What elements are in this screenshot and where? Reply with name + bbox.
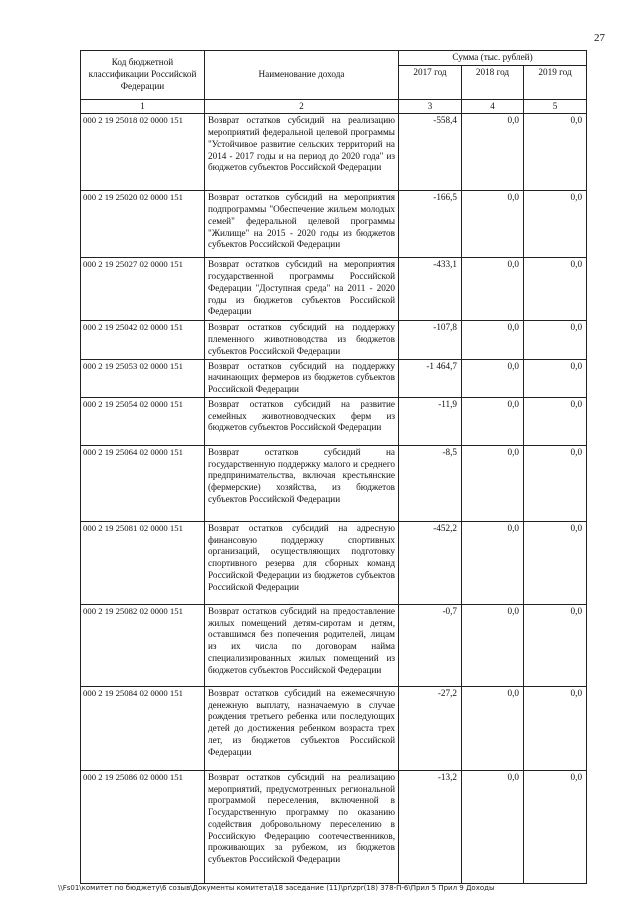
header-name: Наименование дохода <box>205 51 399 100</box>
code-cell: 000 2 19 25081 02 0000 151 <box>81 521 205 604</box>
income-name-cell: Возврат остатков субсидий на поддержку начинающих фермеров из бюджетов субъектов Российской Федерации <box>205 359 399 397</box>
revenue-table <box>80 50 587 884</box>
value-2018-cell: 0,0 <box>462 114 524 191</box>
income-name-cell: Возврат остатков субсидий на мероприятия подпрограммы "Обеспечение жильем молодых семей" федеральной целевой программы "Жилище" на 2015 - 2020 годы из бюджетов субъектов Российской Федерации <box>205 191 399 258</box>
income-name-cell: Возврат остатков субсидий на мероприятия государственной программы Российской Федерации "Доступная среда" на 2011 - 2020 годы из бюджетов субъектов Российской Федерации <box>205 258 399 321</box>
page-number: 27 <box>594 32 605 44</box>
value-2018-cell: 0,0 <box>462 521 524 604</box>
code-cell: 000 2 19 25064 02 0000 151 <box>81 445 205 521</box>
value-2018-cell: 0,0 <box>462 191 524 258</box>
value-2019-cell: 0,0 <box>524 686 587 770</box>
value-2017-cell: -107,8 <box>399 321 462 359</box>
value-2018-cell: 0,0 <box>462 604 524 686</box>
header-sum: Сумма (тыс. рублей) <box>399 51 587 66</box>
value-2018-cell: 0,0 <box>462 359 524 397</box>
value-2017-cell: -452,2 <box>399 521 462 604</box>
value-2019-cell: 0,0 <box>524 604 587 686</box>
value-2018-cell: 0,0 <box>462 397 524 445</box>
table-row <box>81 770 587 883</box>
code-cell: 000 2 19 25086 02 0000 151 <box>81 770 205 883</box>
table-row <box>81 359 587 397</box>
income-name-cell: Возврат остатков субсидий на поддержку племенного животноводства из бюджетов субъектов Российской Федерации <box>205 321 399 359</box>
value-2017-cell: -433,1 <box>399 258 462 321</box>
col-number: 3 <box>399 99 462 114</box>
value-2018-cell: 0,0 <box>462 321 524 359</box>
value-2017-cell: -11,9 <box>399 397 462 445</box>
col-number: 4 <box>462 99 524 114</box>
value-2019-cell: 0,0 <box>524 321 587 359</box>
header-year-2017: 2017 год <box>399 65 462 99</box>
table-row <box>81 521 587 604</box>
table-row <box>81 686 587 770</box>
col-number: 5 <box>524 99 587 114</box>
value-2019-cell: 0,0 <box>524 359 587 397</box>
code-cell: 000 2 19 25020 02 0000 151 <box>81 191 205 258</box>
value-2017-cell: -1 464,7 <box>399 359 462 397</box>
header-year-2019: 2019 год <box>524 65 587 99</box>
value-2019-cell: 0,0 <box>524 445 587 521</box>
value-2017-cell: -558,4 <box>399 114 462 191</box>
table-row <box>81 321 587 359</box>
value-2019-cell: 0,0 <box>524 521 587 604</box>
file-path-footer: \\Fs01\комитет по бюджету\6 созыв\Документы комитета\18 заседание (11)\pr\zpr(18) 378-П-6\Прил 5 Прил 9 Доходы <box>58 884 495 892</box>
table-row <box>81 604 587 686</box>
value-2019-cell: 0,0 <box>524 258 587 321</box>
table-row <box>81 397 587 445</box>
value-2017-cell: -13,2 <box>399 770 462 883</box>
value-2018-cell: 0,0 <box>462 770 524 883</box>
header-code: Код бюджетной классификации Российской Федерации <box>81 51 205 100</box>
income-name-cell: Возврат остатков субсидий на предоставление жилых помещений детям-сиротам и детям, оставшимся без попечения родителей, лицам из их числа по договорам найма специализированных жилых помещений из бюджетов субъектов Российской Федерации <box>205 604 399 686</box>
income-name-cell: Возврат остатков субсидий на адресную финансовую поддержку спортивных организаций, осуществляющих подготовку спортивного резерва для сборных команд Российской Федерации из бюджетов субъектов Российской Федерации <box>205 521 399 604</box>
value-2018-cell: 0,0 <box>462 258 524 321</box>
table-row <box>81 191 587 258</box>
value-2017-cell: -27,2 <box>399 686 462 770</box>
value-2018-cell: 0,0 <box>462 445 524 521</box>
header-year-2018: 2018 год <box>462 65 524 99</box>
table-row <box>81 258 587 321</box>
value-2019-cell: 0,0 <box>524 770 587 883</box>
code-cell: 000 2 19 25018 02 0000 151 <box>81 114 205 191</box>
value-2019-cell: 0,0 <box>524 397 587 445</box>
code-cell: 000 2 19 25082 02 0000 151 <box>81 604 205 686</box>
value-2017-cell: -166,5 <box>399 191 462 258</box>
income-name-cell: Возврат остатков субсидий на развитие семейных животноводческих ферм из бюджетов субъектов Российской Федерации <box>205 397 399 445</box>
col-number: 1 <box>81 99 205 114</box>
code-cell: 000 2 19 25042 02 0000 151 <box>81 321 205 359</box>
value-2017-cell: -8,5 <box>399 445 462 521</box>
value-2019-cell: 0,0 <box>524 114 587 191</box>
value-2017-cell: -0,7 <box>399 604 462 686</box>
col-number: 2 <box>205 99 399 114</box>
code-cell: 000 2 19 25053 02 0000 151 <box>81 359 205 397</box>
income-name-cell: Возврат остатков субсидий на реализацию мероприятий, предусмотренных региональной программой переселения, включенной в Государственную программу по оказанию содействия добровольному переселению в Российскую Федерацию соотечественников, проживающих за рубежом, из бюджетов субъектов Российской Федерации <box>205 770 399 883</box>
table-row <box>81 114 587 191</box>
table-row <box>81 445 587 521</box>
income-name-cell: Возврат остатков субсидий на ежемесячную денежную выплату, назначаемую в случае рождения третьего ребенка или последующих детей до достижения ребенком возраста трех лет, из бюджетов субъектов Российской Федерации <box>205 686 399 770</box>
code-cell: 000 2 19 25027 02 0000 151 <box>81 258 205 321</box>
income-name-cell: Возврат остатков субсидий на реализацию мероприятий федеральной целевой программы "Устойчивое развитие сельских территорий на 2014 - 2017 годы и на период до 2020 года" из бюджетов субъектов Российской Федерации <box>205 114 399 191</box>
code-cell: 000 2 19 25054 02 0000 151 <box>81 397 205 445</box>
code-cell: 000 2 19 25084 02 0000 151 <box>81 686 205 770</box>
value-2018-cell: 0,0 <box>462 686 524 770</box>
value-2019-cell: 0,0 <box>524 191 587 258</box>
income-name-cell: Возврат остатков субсидий на государственную поддержку малого и среднего предпринимательства, включая крестьянские (фермерские) хозяйства, из бюджетов субъектов Российской Федерации <box>205 445 399 521</box>
